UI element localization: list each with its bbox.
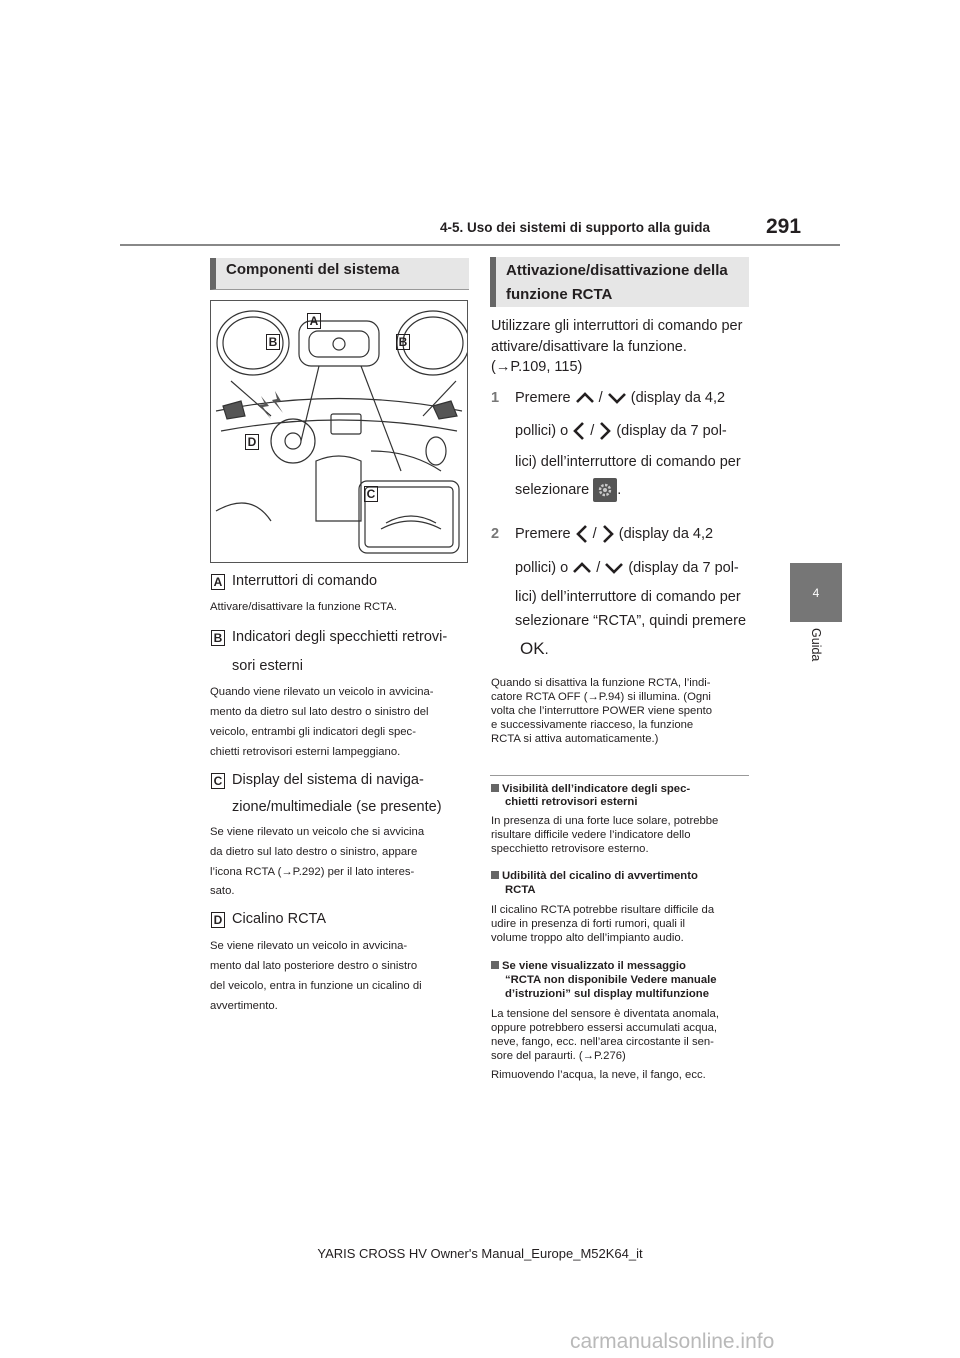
step-1-text-b: / (598, 390, 603, 406)
chevron-up-icon (575, 391, 595, 405)
step-1-text-f: (display da 7 pol- (616, 423, 727, 439)
step-2-line-1 (515, 523, 713, 545)
step-1-text-d: pollici) o (515, 423, 569, 439)
step-1-text-i: . (617, 481, 622, 498)
note-line-1: Quando si disattiva la funzione RCTA, l’indi- (491, 677, 711, 689)
page-header-title: 4-5. Uso dei sistemi di supporto alla guida (440, 220, 711, 235)
note-line-5: RCTA si attiva automaticamente.) (491, 733, 659, 745)
bullet-3-head-text-1: Se viene visualizzato il messaggio (502, 960, 686, 972)
item-d-badge: D (211, 912, 225, 928)
item-a-title: Interruttori di comando (232, 573, 378, 589)
step-2-text-a: Premere (515, 526, 571, 542)
item-d-desc-4: avvertimento. (210, 1000, 278, 1012)
step-2-text-e: / (596, 560, 601, 576)
step-2-text-f: (display da 7 pol- (628, 560, 739, 576)
note-line-3: volta che l’interruttore POWER viene spento (491, 705, 713, 717)
step-2-text-i: . (544, 642, 549, 658)
item-c-title-1: Display del sistema di naviga- (232, 772, 424, 788)
note-line-2: catore RCTA OFF (→P.94) si illumina. (Ogni (491, 691, 711, 703)
chevron-down-icon (604, 561, 624, 575)
chevron-left-icon (575, 524, 589, 544)
item-b-title-1: Indicatori degli specchietti retrovi- (232, 629, 448, 645)
step-2-text-c: (display da 4,2 (618, 526, 714, 542)
figure-label-b-right: B (396, 334, 410, 350)
item-b-desc-3: veicolo, entrambi gli indicatori degli spec- (210, 726, 416, 738)
bullet-2-text-2: udire in presenza di forti rumori, quali il (491, 918, 686, 930)
item-c-desc-4: sato. (210, 885, 235, 897)
step-2-text-b: / (592, 526, 597, 542)
step-2-line-5 (520, 638, 549, 661)
item-c-desc-2: da dietro sul lato destro o sinistro, appare (210, 846, 418, 858)
bullet-2-head-2: RCTA (505, 884, 536, 896)
item-b-title-2: sori esterni (232, 658, 303, 674)
bullet-1-head-1 (491, 783, 690, 797)
step-2-line-2 (515, 557, 739, 579)
step-1-line-3: lici) dell’interruttore di comando per (515, 454, 741, 470)
bullet-3-text-4: sore del paraurti. (→P.276) (491, 1050, 626, 1062)
item-a-badge: A (211, 574, 225, 590)
intro-ref: (→P.109, 115) (491, 359, 583, 375)
step-1-line-2 (515, 420, 727, 442)
step-2-text-d: pollici) o (515, 560, 569, 576)
chapter-tab[interactable]: 4 (790, 563, 842, 622)
bullet-2-head-1 (491, 870, 698, 884)
section-heading-activation (490, 257, 749, 307)
chapter-label: Guida (809, 628, 823, 662)
bullet-2-head-text-1: Udibilità del cicalino di avvertimento (502, 870, 698, 882)
section-heading-line-2: funzione RCTA (506, 286, 613, 303)
bullet-3-head-1 (491, 960, 686, 974)
item-d-title: Cicalino RCTA (232, 911, 327, 927)
section-heading-line-1: Attivazione/disattivazione della (506, 262, 728, 279)
figure-label-c: C (364, 486, 378, 502)
page-footer: YARIS CROSS HV Owner's Manual_Europe_M52K64_it (317, 1246, 643, 1261)
item-b-desc-1: Quando viene rilevato un veicolo in avvicina- (210, 686, 434, 698)
item-d-desc-3: del veicolo, entra in funzione un cicalino di (210, 980, 422, 992)
dashboard-drawing (211, 301, 467, 562)
figure-label-b-left: B (266, 334, 280, 350)
item-c-badge: C (211, 773, 225, 789)
bullet-1-head-text-1: Visibilità dell’indicatore degli spec- (502, 783, 691, 795)
section-heading-components: Componenti del sistema (210, 258, 469, 290)
chevron-right-icon (598, 421, 612, 441)
step-1-line-1 (515, 387, 725, 409)
ok-button-glyph: OK (520, 639, 545, 658)
item-c-desc-1: Se viene rilevato un veicolo che si avvicina (210, 826, 425, 838)
dashboard-illustration (210, 300, 468, 563)
item-b-desc-4: chietti retrovisori esterni lampeggiano. (210, 746, 401, 758)
watermark-text: carmanualsonline.info (570, 1330, 775, 1353)
chevron-left-icon (572, 421, 586, 441)
item-d-desc-2: mento dal lato posteriore destro o sinistro (210, 960, 418, 972)
bullet-2-text-3: volume troppo alto dell’impianto audio. (491, 932, 684, 944)
bullet-3-text-1: La tensione del sensore è diventata anomala, (491, 1008, 719, 1020)
bullet-3-text-3: neve, fango, ecc. nell’area circostante il sen- (491, 1036, 714, 1048)
figure-label-d: D (245, 434, 259, 450)
chevron-up-icon (572, 561, 592, 575)
bullet-1-text-3: specchietto retrovisore esterno. (491, 843, 649, 855)
note-line-4: e successivamente riacceso, la funzione (491, 719, 694, 731)
step-1-text-a: Premere (515, 390, 571, 406)
step-1-line-4 (515, 478, 621, 502)
bullet-1-text-2: risultare difficile vedere l’indicatore dello (491, 829, 691, 841)
intro-line-1: Utilizzare gli interruttori di comando per (491, 318, 743, 334)
bullet-square-icon (491, 871, 499, 879)
notes-divider (490, 775, 749, 776)
page-number: 291 (766, 215, 802, 238)
settings-gear-icon (593, 478, 617, 502)
item-a-desc: Attivare/disattivare la funzione RCTA. (210, 601, 397, 613)
bullet-square-icon (491, 961, 499, 969)
chevron-down-icon (607, 391, 627, 405)
step-1-text-h: selezionare (515, 481, 590, 498)
header-divider (120, 244, 840, 246)
item-c-desc-3: l’icona RCTA (→P.292) per il lato interes- (210, 866, 415, 878)
bullet-2-text-1: Il cicalino RCTA potrebbe risultare difficile da (491, 904, 715, 916)
chevron-right-icon (601, 524, 615, 544)
figure-label-a: A (307, 313, 321, 329)
item-c-title-2: zione/multimediale (se presente) (232, 799, 442, 815)
step-1-text-e: / (590, 423, 595, 439)
bullet-1-text-1: In presenza di una forte luce solare, potrebbe (491, 815, 719, 827)
intro-line-2: attivare/disattivare la funzione. (491, 339, 687, 355)
item-b-badge: B (211, 630, 225, 646)
bullet-square-icon (491, 784, 499, 792)
step-2-line-4: selezionare “RCTA”, quindi premere (515, 613, 747, 629)
step-1-number: 1 (491, 390, 500, 406)
step-2-line-3: lici) dell’interruttore di comando per (515, 589, 741, 605)
bullet-3-text-5: Rimuovendo l’acqua, la neve, il fango, ecc. (491, 1069, 706, 1081)
step-2-number: 2 (491, 526, 500, 542)
step-1-text-c: (display da 4,2 (630, 390, 726, 406)
bullet-3-head-2: “RCTA non disponibile Vedere manuale (505, 974, 717, 986)
bullet-1-head-2: chietti retrovisori esterni (505, 796, 638, 808)
item-b-desc-2: mento da dietro sul lato destro o sinistro del (210, 706, 429, 718)
bullet-3-text-2: oppure potrebbero essersi accumulati acqua, (491, 1022, 718, 1034)
item-d-desc-1: Se viene rilevato un veicolo in avvicina- (210, 940, 408, 952)
bullet-3-head-3: d’istruzioni” sul display multifunzione (505, 988, 709, 1000)
